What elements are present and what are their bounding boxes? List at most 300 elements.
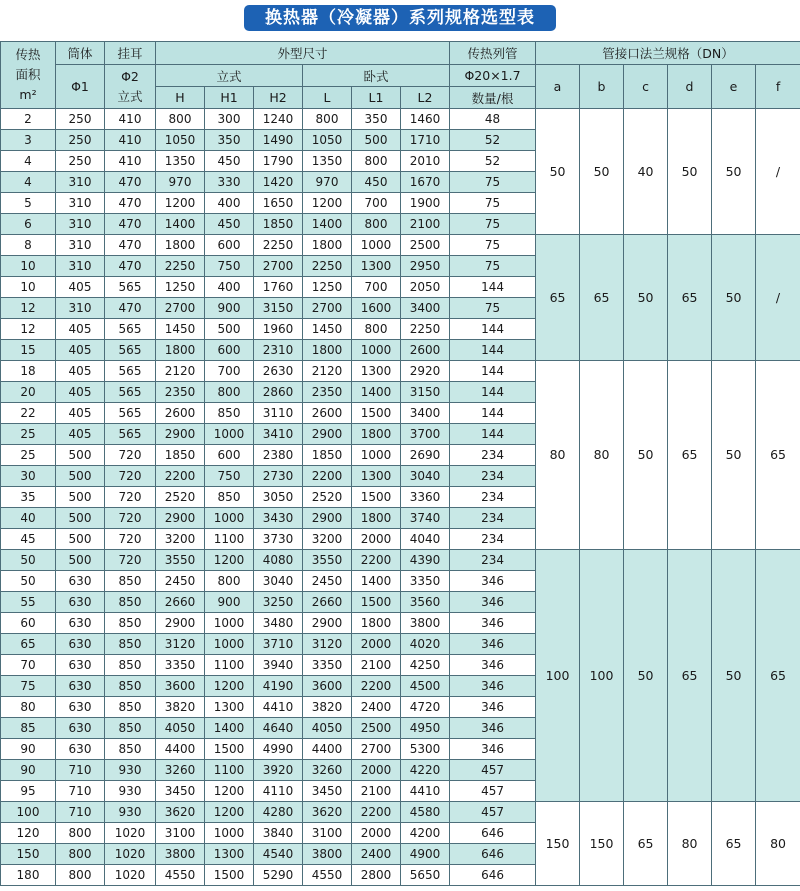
table-cell: 630 xyxy=(56,676,105,697)
table-cell: 1400 xyxy=(352,571,401,592)
table-cell: 75 xyxy=(450,235,536,256)
table-cell: 3600 xyxy=(303,676,352,697)
table-cell: 500 xyxy=(56,508,105,529)
table-cell: 3110 xyxy=(254,403,303,424)
table-cell: 900 xyxy=(205,298,254,319)
table-cell: 1000 xyxy=(352,340,401,361)
table-cell: 800 xyxy=(205,571,254,592)
table-cell: 4 xyxy=(1,151,56,172)
table-cell: 720 xyxy=(105,487,156,508)
table-cell: 710 xyxy=(56,760,105,781)
table-cell: 1020 xyxy=(105,844,156,865)
table-cell: 457 xyxy=(450,802,536,823)
header-flange-d: d xyxy=(668,65,712,109)
table-cell: 65 xyxy=(1,634,56,655)
table-cell: 3150 xyxy=(401,382,450,403)
table-cell: 90 xyxy=(1,760,56,781)
table-cell: 2010 xyxy=(401,151,450,172)
table-cell: 1800 xyxy=(156,340,205,361)
table-cell: 75 xyxy=(450,298,536,319)
table-cell: 2500 xyxy=(352,718,401,739)
table-row xyxy=(1,802,800,823)
table-cell: 2500 xyxy=(401,235,450,256)
table-cell: 720 xyxy=(105,445,156,466)
table-cell: 1710 xyxy=(401,130,450,151)
table-cell: 3250 xyxy=(254,592,303,613)
table-cell: 2200 xyxy=(156,466,205,487)
table-cell: 310 xyxy=(56,214,105,235)
header-flange-a: a xyxy=(536,65,580,109)
table-cell: 1450 xyxy=(303,319,352,340)
table-cell: 750 xyxy=(205,256,254,277)
table-cell: 50 xyxy=(1,571,56,592)
table-cell: 3400 xyxy=(401,403,450,424)
table-cell: 300 xyxy=(205,109,254,130)
table-cell: 346 xyxy=(450,739,536,760)
table-cell: 1000 xyxy=(205,508,254,529)
table-cell: 3260 xyxy=(156,760,205,781)
table-cell: 2520 xyxy=(156,487,205,508)
table-cell: 80 xyxy=(1,697,56,718)
flange-cell: 100 xyxy=(580,550,624,802)
table-cell: 2630 xyxy=(254,361,303,382)
table-cell: 646 xyxy=(450,823,536,844)
table-header xyxy=(1,42,800,109)
table-cell: 75 xyxy=(450,172,536,193)
table-cell: 3 xyxy=(1,130,56,151)
table-cell: 144 xyxy=(450,319,536,340)
flange-cell: 65 xyxy=(756,550,800,802)
table-cell: 2120 xyxy=(303,361,352,382)
table-cell: 3740 xyxy=(401,508,450,529)
table-cell: 565 xyxy=(105,277,156,298)
table-cell: 1900 xyxy=(401,193,450,214)
table-cell: 470 xyxy=(105,172,156,193)
table-cell: 565 xyxy=(105,382,156,403)
table-cell: 930 xyxy=(105,802,156,823)
table-cell: 2000 xyxy=(352,634,401,655)
table-cell: 405 xyxy=(56,382,105,403)
table-cell: 3820 xyxy=(156,697,205,718)
table-cell: 2120 xyxy=(156,361,205,382)
table-cell: 75 xyxy=(450,193,536,214)
table-cell: 250 xyxy=(56,130,105,151)
flange-cell: 100 xyxy=(536,550,580,802)
table-cell: 3120 xyxy=(156,634,205,655)
table-cell: 405 xyxy=(56,403,105,424)
table-cell: 4410 xyxy=(254,697,303,718)
table-cell: 1450 xyxy=(156,319,205,340)
table-cell: 900 xyxy=(205,592,254,613)
table-cell: 850 xyxy=(105,739,156,760)
table-cell: 646 xyxy=(450,844,536,865)
table-cell: 144 xyxy=(450,277,536,298)
table-cell: 3200 xyxy=(156,529,205,550)
table-cell: 1500 xyxy=(352,487,401,508)
table-cell: 346 xyxy=(450,718,536,739)
table-cell: 1100 xyxy=(205,655,254,676)
table-cell: 1300 xyxy=(352,361,401,382)
table-cell: 2660 xyxy=(303,592,352,613)
table-cell: 1850 xyxy=(303,445,352,466)
flange-cell: 50 xyxy=(536,109,580,235)
header-dim-h: H xyxy=(156,87,205,109)
flange-cell: 50 xyxy=(712,361,756,550)
table-cell: 4110 xyxy=(254,781,303,802)
flange-cell: 65 xyxy=(624,802,668,886)
flange-cell: 50 xyxy=(712,109,756,235)
table-cell: 930 xyxy=(105,781,156,802)
table-cell: 3100 xyxy=(303,823,352,844)
table-cell: 2660 xyxy=(156,592,205,613)
table-row xyxy=(1,550,800,571)
table-cell: 630 xyxy=(56,613,105,634)
flange-cell: 50 xyxy=(624,550,668,802)
table-cell: 720 xyxy=(105,550,156,571)
header-vertical: 立式 xyxy=(156,65,303,87)
table-cell: 3410 xyxy=(254,424,303,445)
table-cell: 330 xyxy=(205,172,254,193)
flange-cell: 80 xyxy=(536,361,580,550)
table-cell: 2250 xyxy=(156,256,205,277)
table-cell: 310 xyxy=(56,298,105,319)
table-cell: 3700 xyxy=(401,424,450,445)
table-cell: 250 xyxy=(56,151,105,172)
header-dim-l: L xyxy=(303,87,352,109)
flange-cell: 65 xyxy=(668,550,712,802)
header-lug-dia xyxy=(105,65,156,109)
flange-cell: 80 xyxy=(580,361,624,550)
header-area-line2: 面积 xyxy=(15,67,41,82)
table-cell: 2520 xyxy=(303,487,352,508)
table-cell: 2000 xyxy=(352,760,401,781)
table-cell: 234 xyxy=(450,466,536,487)
table-cell: 1300 xyxy=(352,466,401,487)
table-cell: 1800 xyxy=(156,235,205,256)
flange-cell: / xyxy=(756,109,800,235)
table-cell: 234 xyxy=(450,550,536,571)
table-cell: 2000 xyxy=(352,529,401,550)
table-cell: 1500 xyxy=(205,739,254,760)
table-cell: 180 xyxy=(1,865,56,886)
table-cell: 3350 xyxy=(156,655,205,676)
table-cell: 2700 xyxy=(303,298,352,319)
table-cell: 52 xyxy=(450,151,536,172)
table-cell: 600 xyxy=(205,235,254,256)
flange-cell: 65 xyxy=(756,361,800,550)
table-cell: 1000 xyxy=(352,445,401,466)
table-cell: 3840 xyxy=(254,823,303,844)
table-cell: 8 xyxy=(1,235,56,256)
table-cell: 150 xyxy=(1,844,56,865)
table-cell: 1300 xyxy=(205,844,254,865)
table-cell: 25 xyxy=(1,424,56,445)
table-cell: 3050 xyxy=(254,487,303,508)
table-cell: 10 xyxy=(1,256,56,277)
flange-cell: 50 xyxy=(624,235,668,361)
table-cell: 850 xyxy=(105,634,156,655)
table-cell: 450 xyxy=(352,172,401,193)
table-cell: 1760 xyxy=(254,277,303,298)
table-cell: 1490 xyxy=(254,130,303,151)
table-cell: 3350 xyxy=(401,571,450,592)
table-cell: 3040 xyxy=(401,466,450,487)
table-cell: 3100 xyxy=(156,823,205,844)
table-cell: 1800 xyxy=(352,424,401,445)
table-row xyxy=(1,361,800,382)
table-cell: 850 xyxy=(105,592,156,613)
header-tubes: 传热列管 xyxy=(450,42,536,65)
table-cell: 2200 xyxy=(352,676,401,697)
table-cell: 1600 xyxy=(352,298,401,319)
table-cell: 22 xyxy=(1,403,56,424)
table-cell: 470 xyxy=(105,298,156,319)
flange-cell: 65 xyxy=(712,802,756,886)
table-cell: 6 xyxy=(1,214,56,235)
table-cell: 1200 xyxy=(205,781,254,802)
table-cell: 4720 xyxy=(401,697,450,718)
table-cell: 144 xyxy=(450,403,536,424)
table-cell: 1000 xyxy=(205,613,254,634)
table-cell: 500 xyxy=(56,529,105,550)
table-cell: 2730 xyxy=(254,466,303,487)
table-cell: 2100 xyxy=(352,655,401,676)
table-cell: 630 xyxy=(56,697,105,718)
header-flange-b: b xyxy=(580,65,624,109)
flange-cell: 50 xyxy=(580,109,624,235)
table-cell: 405 xyxy=(56,340,105,361)
table-cell: 55 xyxy=(1,592,56,613)
table-cell: 2690 xyxy=(401,445,450,466)
table-cell: 4190 xyxy=(254,676,303,697)
table-cell: 800 xyxy=(352,319,401,340)
table-cell: 1350 xyxy=(156,151,205,172)
table-cell: 470 xyxy=(105,214,156,235)
table-cell: 410 xyxy=(105,109,156,130)
table-cell: 2900 xyxy=(156,508,205,529)
table-cell: 35 xyxy=(1,487,56,508)
header-tube-count: 数量/根 xyxy=(450,87,536,109)
table-cell: 470 xyxy=(105,256,156,277)
table-cell: 70 xyxy=(1,655,56,676)
table-cell: 144 xyxy=(450,361,536,382)
table-cell: 5650 xyxy=(401,865,450,886)
table-cell: 1020 xyxy=(105,865,156,886)
table-cell: 1200 xyxy=(205,802,254,823)
table-cell: 1400 xyxy=(205,718,254,739)
table-cell: 3260 xyxy=(303,760,352,781)
table-cell: 457 xyxy=(450,781,536,802)
table-cell: 720 xyxy=(105,466,156,487)
flange-cell: / xyxy=(756,235,800,361)
table-cell: 1250 xyxy=(303,277,352,298)
table-cell: 346 xyxy=(450,676,536,697)
table-cell: 48 xyxy=(450,109,536,130)
flange-cell: 65 xyxy=(580,235,624,361)
table-cell: 2350 xyxy=(303,382,352,403)
table-cell: 565 xyxy=(105,424,156,445)
table-cell: 1670 xyxy=(401,172,450,193)
header-flange-f: f xyxy=(756,65,800,109)
table-cell: 3560 xyxy=(401,592,450,613)
table-cell: 350 xyxy=(205,130,254,151)
header-lug-dia-label: Φ2 xyxy=(121,68,139,84)
table-cell: 2250 xyxy=(254,235,303,256)
table-cell: 3430 xyxy=(254,508,303,529)
flange-cell: 150 xyxy=(536,802,580,886)
header-shell: 筒体 xyxy=(56,42,105,65)
table-cell: 85 xyxy=(1,718,56,739)
table-cell: 710 xyxy=(56,802,105,823)
table-cell: 3620 xyxy=(303,802,352,823)
table-row xyxy=(1,109,800,130)
table-cell: 3550 xyxy=(303,550,352,571)
title-area xyxy=(0,0,800,36)
table-cell: 3350 xyxy=(303,655,352,676)
table-cell: 630 xyxy=(56,634,105,655)
table-cell: 405 xyxy=(56,361,105,382)
table-cell: 15 xyxy=(1,340,56,361)
table-cell: 75 xyxy=(1,676,56,697)
table-cell: 1240 xyxy=(254,109,303,130)
table-cell: 2600 xyxy=(401,340,450,361)
table-cell: 5 xyxy=(1,193,56,214)
table-cell: 3040 xyxy=(254,571,303,592)
table-cell: 800 xyxy=(56,844,105,865)
table-cell: 1200 xyxy=(156,193,205,214)
table-cell: 1050 xyxy=(156,130,205,151)
table-cell: 970 xyxy=(303,172,352,193)
table-cell: 2700 xyxy=(352,739,401,760)
header-area xyxy=(1,42,56,109)
table-cell: 2700 xyxy=(156,298,205,319)
flange-cell: 65 xyxy=(536,235,580,361)
table-cell: 2050 xyxy=(401,277,450,298)
table-cell: 850 xyxy=(105,613,156,634)
table-cell: 450 xyxy=(205,214,254,235)
flange-cell: 80 xyxy=(668,802,712,886)
table-cell: 4950 xyxy=(401,718,450,739)
header-dims: 外型尺寸 xyxy=(156,42,450,65)
table-cell: 144 xyxy=(450,424,536,445)
table-cell: 1000 xyxy=(205,424,254,445)
table-cell: 850 xyxy=(105,676,156,697)
table-cell: 800 xyxy=(56,823,105,844)
table-cell: 25 xyxy=(1,445,56,466)
table-cell: 4540 xyxy=(254,844,303,865)
table-cell: 346 xyxy=(450,613,536,634)
table-cell: 2920 xyxy=(401,361,450,382)
table-cell: 720 xyxy=(105,508,156,529)
table-cell: 850 xyxy=(105,571,156,592)
table-cell: 4280 xyxy=(254,802,303,823)
table-cell: 1500 xyxy=(352,403,401,424)
table-cell: 500 xyxy=(56,445,105,466)
table-cell: 3480 xyxy=(254,613,303,634)
table-cell: 1400 xyxy=(352,382,401,403)
table-cell: 4200 xyxy=(401,823,450,844)
table-cell: 1500 xyxy=(352,592,401,613)
table-cell: 850 xyxy=(205,403,254,424)
table-cell: 346 xyxy=(450,697,536,718)
table-cell: 2200 xyxy=(303,466,352,487)
table-cell: 30 xyxy=(1,466,56,487)
flange-cell: 50 xyxy=(712,235,756,361)
table-cell: 3120 xyxy=(303,634,352,655)
table-cell: 234 xyxy=(450,445,536,466)
table-cell: 3800 xyxy=(156,844,205,865)
table-cell: 4550 xyxy=(303,865,352,886)
table-cell: 234 xyxy=(450,487,536,508)
table-cell: 2250 xyxy=(401,319,450,340)
table-cell: 346 xyxy=(450,592,536,613)
page-title: 换热器（冷凝器）系列规格选型表 xyxy=(244,5,556,31)
table-cell: 3600 xyxy=(156,676,205,697)
flange-cell: 50 xyxy=(624,361,668,550)
table-cell: 4040 xyxy=(401,529,450,550)
table-cell: 1500 xyxy=(205,865,254,886)
table-cell: 1460 xyxy=(401,109,450,130)
table-cell: 470 xyxy=(105,193,156,214)
table-cell: 1200 xyxy=(205,550,254,571)
table-cell: 3920 xyxy=(254,760,303,781)
table-cell: 1000 xyxy=(205,634,254,655)
header-area-unit: m² xyxy=(19,87,37,102)
table-cell: 346 xyxy=(450,571,536,592)
table-cell: 3710 xyxy=(254,634,303,655)
table-cell: 3200 xyxy=(303,529,352,550)
table-cell: 2450 xyxy=(156,571,205,592)
table-cell: 60 xyxy=(1,613,56,634)
table-cell: 970 xyxy=(156,172,205,193)
table-cell: 2400 xyxy=(352,697,401,718)
table-cell: 930 xyxy=(105,760,156,781)
spec-table xyxy=(0,41,800,886)
table-cell: 40 xyxy=(1,508,56,529)
table-cell: 75 xyxy=(450,214,536,235)
table-cell: 95 xyxy=(1,781,56,802)
flange-cell: 50 xyxy=(712,550,756,802)
table-cell: 90 xyxy=(1,739,56,760)
table-cell: 2250 xyxy=(303,256,352,277)
table-cell: 3730 xyxy=(254,529,303,550)
table-cell: 52 xyxy=(450,130,536,151)
table-cell: 4990 xyxy=(254,739,303,760)
table-cell: 4390 xyxy=(401,550,450,571)
table-cell: 1050 xyxy=(303,130,352,151)
table-cell: 18 xyxy=(1,361,56,382)
table-cell: 1300 xyxy=(352,256,401,277)
table-cell: 12 xyxy=(1,319,56,340)
header-lug: 挂耳 xyxy=(105,42,156,65)
table-cell: 346 xyxy=(450,655,536,676)
table-cell: 1800 xyxy=(352,508,401,529)
table-cell: 100 xyxy=(1,802,56,823)
table-cell: 1200 xyxy=(205,676,254,697)
table-cell: 4050 xyxy=(156,718,205,739)
table-cell: 4080 xyxy=(254,550,303,571)
table-cell: 565 xyxy=(105,319,156,340)
header-flange-e: e xyxy=(712,65,756,109)
table-cell: 2950 xyxy=(401,256,450,277)
table-cell: 3150 xyxy=(254,298,303,319)
table-cell: 850 xyxy=(105,697,156,718)
table-cell: 3360 xyxy=(401,487,450,508)
table-cell: 2600 xyxy=(303,403,352,424)
table-cell: 4 xyxy=(1,172,56,193)
table-cell: 800 xyxy=(205,382,254,403)
table-cell: 800 xyxy=(56,865,105,886)
